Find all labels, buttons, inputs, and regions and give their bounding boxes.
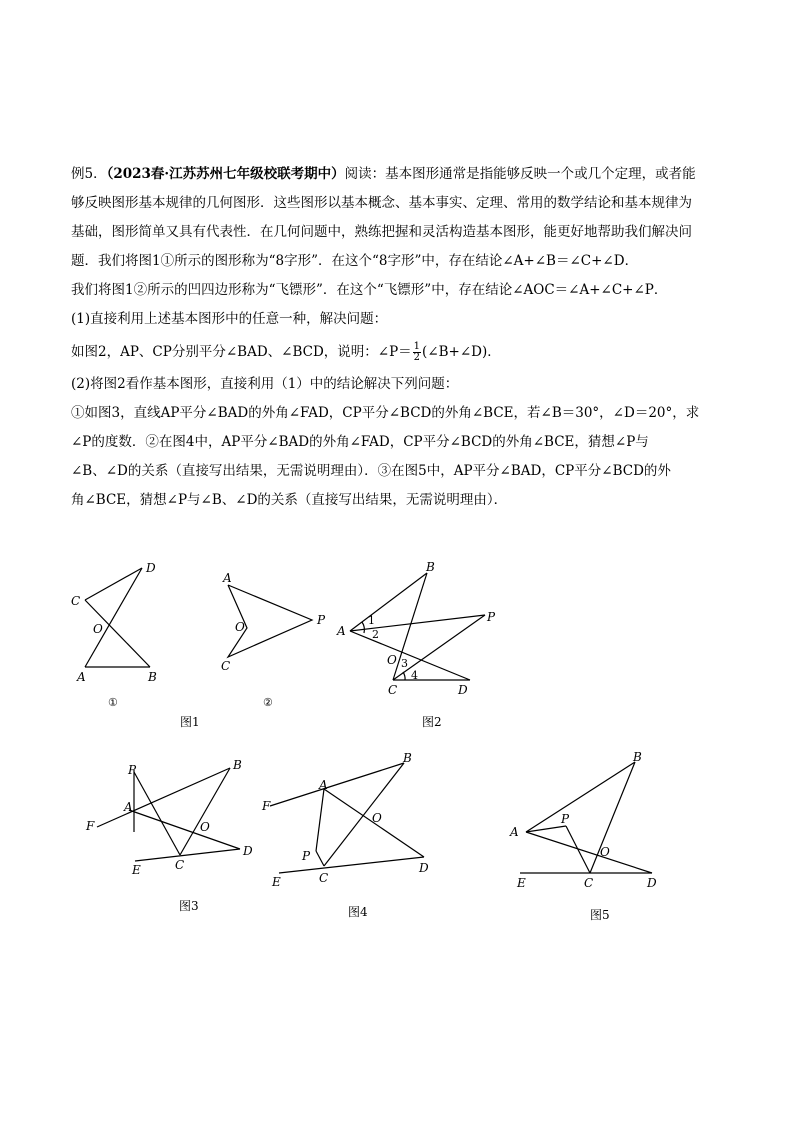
fig1-eight-shape — [85, 568, 150, 667]
line-ED — [279, 857, 424, 873]
fig2-angle-1: 1 — [368, 614, 375, 627]
segment-BC — [590, 762, 635, 873]
fig5-label-D: D — [647, 876, 657, 890]
fraction-denominator: 2 — [413, 352, 421, 363]
segment-AB — [350, 573, 427, 631]
segment-PC — [316, 851, 324, 866]
fraction-numerator: 1 — [413, 341, 421, 352]
fig4-label-A: A — [319, 778, 328, 792]
segment-DA — [85, 568, 142, 667]
problem-source: （2023春·江苏苏州七年级校联考期中） — [106, 166, 345, 182]
fig1-label-D: D — [146, 561, 156, 575]
fig2-label-A: A — [337, 624, 346, 638]
fig4-label-P: P — [302, 849, 311, 863]
fig3-label-C: C — [175, 858, 185, 872]
question-line-4: 角∠BCE，猜想∠P与∠B、∠D的关系（直接写出结果，无需说明理由）． — [71, 492, 508, 508]
fig2-label-O: O — [387, 653, 397, 667]
intro-text: 阅读：基本图形通常是指能够反映一个或几个定理，或者能 — [344, 166, 696, 182]
segment-AP — [526, 826, 566, 832]
segment-BC — [324, 763, 404, 866]
fig4-label-E: E — [272, 875, 281, 889]
fig2-label-D: D — [458, 683, 468, 697]
fig1-label-C: C — [71, 594, 81, 608]
fig4-caption: 图4 — [348, 905, 368, 919]
part1-title: (1)直接利用上述基本图形中的任意一种，解决问题： — [71, 311, 388, 327]
fig4-label-F: F — [262, 799, 271, 813]
fig1-label-A2: A — [223, 571, 232, 585]
fig1-caption: 图1 — [180, 715, 200, 729]
line-FB — [97, 768, 230, 827]
fig1-sub1-marker: ① — [108, 696, 118, 709]
fig5-label-O: O — [600, 845, 610, 859]
fig5-label-E: E — [517, 876, 526, 890]
fig4-label-D: D — [419, 861, 429, 875]
fig5-label-P: P — [561, 812, 570, 826]
fig5-label-B: B — [633, 750, 642, 764]
question-line-3: ∠B、∠D的关系（直接写出结果，无需说明理由）．③在图5中，AP平分∠BAD，CP平分∠BCD的外 — [71, 463, 671, 479]
segment-AD — [526, 832, 652, 873]
fig3-label-D: D — [243, 844, 253, 858]
fig5-caption: 图5 — [590, 908, 610, 922]
fig2-angle-3: 3 — [401, 657, 408, 670]
fig2-label-B: B — [426, 560, 435, 574]
segment-AB — [526, 762, 635, 832]
segment-BC — [393, 573, 427, 680]
example-label: 例5． — [71, 166, 107, 182]
problem-line-5: 我们将图1②所示的凹四边形称为“飞镖形”．在这个“飞镖形”中，存在结论∠AOC＝∠A+∠C+∠P． — [71, 282, 668, 298]
fig3-label-P: P — [128, 763, 137, 777]
fig4-label-O: O — [372, 811, 382, 825]
part2-title: (2)将图2看作基本图形，直接利用（1）中的结论解决下列问题： — [71, 376, 459, 392]
question-line-2: ∠P的度数．②在图4中，AP平分∠BAD的外角∠FAD，CP平分∠BCD的外角∠BCE，猜想∠P与 — [71, 434, 649, 450]
fig3-label-B: B — [233, 758, 242, 772]
fig1-sub2-marker: ② — [263, 696, 273, 709]
fig1-label-O: O — [93, 622, 103, 636]
fig2-angle-4: 4 — [411, 669, 418, 682]
fig4-label-B: B — [403, 751, 412, 765]
fig1-label-C2: C — [221, 659, 231, 673]
fig4-label-C: C — [319, 871, 329, 885]
line-FB — [270, 763, 404, 806]
fig1-label-B: B — [148, 670, 157, 684]
fig1-label-O2: O — [235, 620, 245, 634]
segment-PC — [134, 772, 180, 855]
problem-line-3: 基础，图形简单又具有代表性．在几何问题中，熟练把握和灵活构造基本图形，能更好地帮助我们解决问 — [71, 224, 692, 240]
fig3-label-A: A — [124, 800, 133, 814]
fig4-diagram — [270, 763, 424, 873]
question-line-1: ①如图3，直线AP平分∠BAD的外角∠FAD，CP平分∠BCD的外角∠BCE，若∠B＝30°，∠D＝20°，求 — [71, 405, 700, 421]
fig3-label-O: O — [200, 820, 210, 834]
fig2-caption: 图2 — [422, 715, 442, 729]
fig2-label-P: P — [487, 610, 496, 624]
fig5-diagram — [520, 762, 652, 873]
problem-line-2: 够反映图形基本规律的几何图形．这些图形以基本概念、基本事实、定理、常用的数学结论和基本规律为 — [71, 195, 692, 211]
segment-AP — [316, 789, 324, 851]
problem-line-4: 题．我们将图1①所示的图形称为“8字形”．在这个“8字形”中，存在结论∠A+∠B＝∠C+∠D． — [71, 253, 639, 269]
fig3-label-F: F — [86, 819, 95, 833]
angle-arc-C — [403, 672, 405, 680]
fig5-label-C: C — [584, 876, 594, 890]
angle-arc-A — [362, 622, 364, 633]
fig5-label-A: A — [510, 825, 519, 839]
fig1-label-A: A — [77, 670, 86, 684]
segment-PC — [566, 826, 590, 873]
fig1-label-P2: P — [317, 613, 326, 627]
segment-AD — [129, 810, 240, 849]
fig3-caption: 图3 — [179, 899, 199, 913]
fig2-angle-2: 2 — [372, 628, 379, 641]
part1-pre: 如图2，AP、CP分别平分∠BAD、∠BCD，说明：∠P＝ — [71, 344, 412, 360]
fig3-label-E: E — [132, 863, 141, 877]
fig3-diagram — [97, 768, 240, 861]
part1-post: (∠B+∠D)． — [422, 344, 501, 360]
segment-BC — [180, 768, 230, 855]
line-ED — [135, 849, 240, 861]
fig2-label-C: C — [388, 683, 398, 697]
